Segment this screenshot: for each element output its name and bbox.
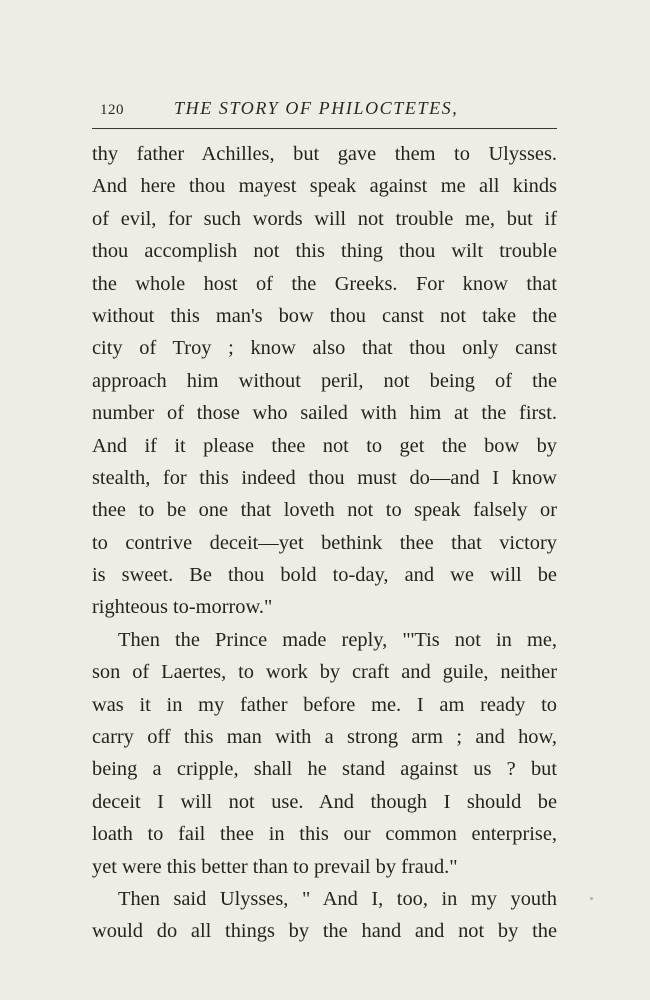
text-line: approach him without peril, not being of the [92, 369, 557, 392]
text-line: being a cripple, shall he stand against us ? but [92, 758, 557, 781]
text-line: carry off this man with a strong arm ; and how, [92, 726, 557, 749]
paper-speck [590, 897, 593, 900]
text-line: loath to fail thee in this our common enterprise, [92, 823, 557, 846]
text-line: the whole host of the Greeks. For know that [92, 272, 557, 295]
page-header [92, 96, 557, 124]
text-line: thy father Achilles, but gave them to Ulysses. [92, 143, 557, 165]
text-line: And here thou mayest speak against me all kinds [92, 175, 557, 198]
header-rule [92, 128, 557, 129]
text-line: of evil, for such words will not trouble me, but if [92, 207, 557, 230]
text-line: is sweet. Be thou bold to-day, and we will be [92, 564, 557, 587]
text-line: deceit I will not use. And though I should be [92, 790, 557, 813]
text-line: thou accomplish not this thing thou wilt trouble [92, 240, 557, 263]
text-line: without this man's bow thou canst not take the [92, 304, 557, 327]
text-line: And if it please thee not to get the bow by [92, 434, 557, 457]
text-line: city of Troy ; know also that thou only canst [92, 337, 557, 360]
text-line: stealth, for this indeed thou must do—and I know [92, 466, 557, 489]
text-line: number of those who sailed with him at the first. [92, 402, 557, 425]
text-line: would do all things by the hand and not by the [92, 920, 557, 943]
text-line: to contrive deceit—yet bethink thee that victory [92, 531, 557, 554]
page-number: 120 [100, 102, 124, 118]
running-head: THE STORY OF PHILOCTETES, [174, 98, 459, 118]
text-line: Then said Ulysses, " And I, too, in my youth [118, 887, 557, 910]
text-line: yet were this better than to prevail by fraud." [92, 855, 458, 878]
text-line: Then the Prince made reply, "'Tis not in me, [118, 628, 557, 651]
text-line: righteous to-morrow." [92, 596, 273, 619]
text-line: was it in my father before me. I am ready to [92, 693, 557, 716]
body-text [92, 138, 557, 948]
text-line: son of Laertes, to work by craft and guile, neither [92, 661, 557, 684]
text-line: thee to be one that loveth not to speak falsely or [92, 499, 557, 522]
